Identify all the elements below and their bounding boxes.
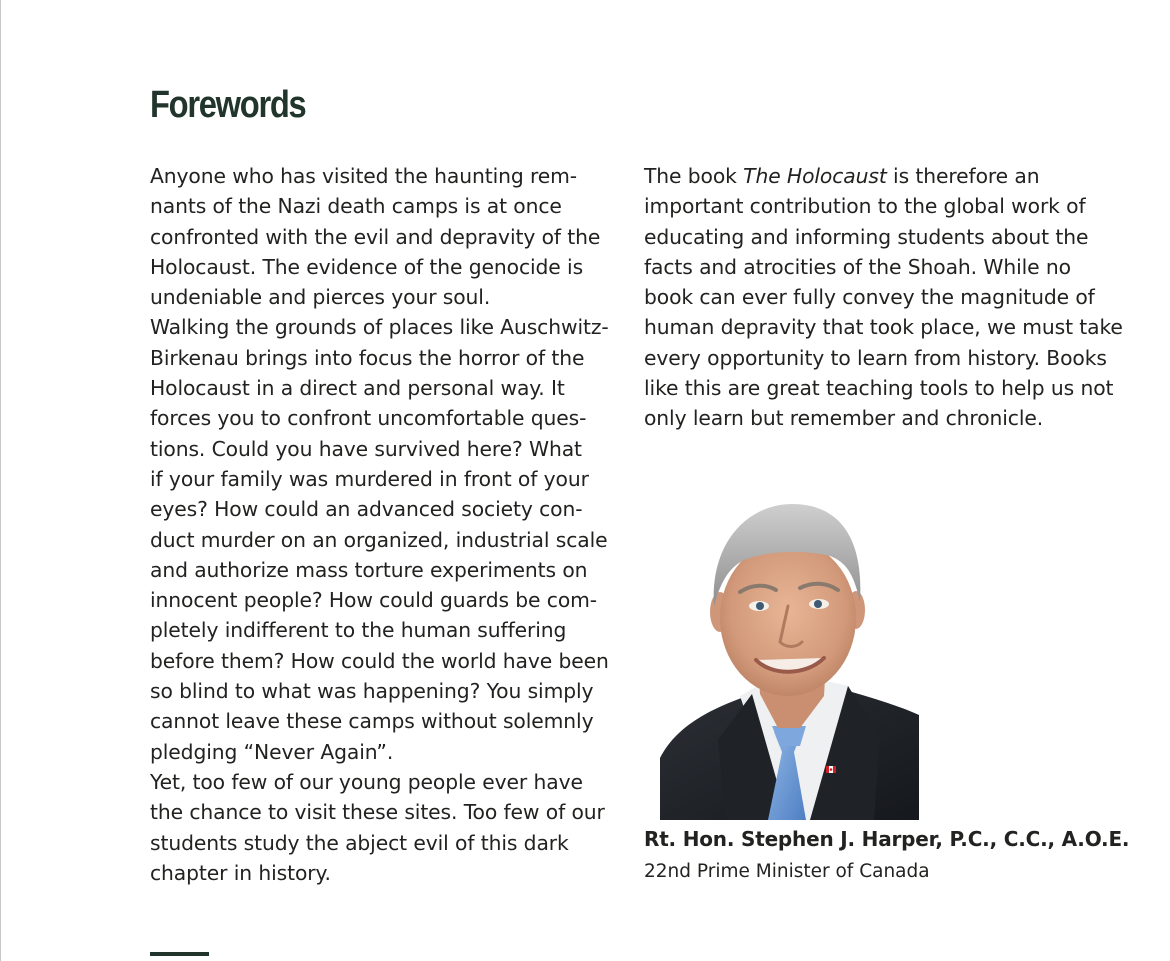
- text-line: facts and atrocities of the Shoah. While no: [644, 254, 1071, 279]
- paragraph-2: [150, 312, 609, 766]
- signatory-role: 22nd Prime Minister of Canada: [644, 861, 930, 882]
- text-line: cannot leave these camps without solemnly: [150, 709, 594, 734]
- text-line: innocent people? How could guards be com-: [150, 588, 598, 613]
- text-line-first: [644, 161, 1106, 191]
- text-line: students study the abject evil of this dark: [150, 830, 569, 855]
- foreword-left-column: [150, 161, 609, 888]
- text-line: Yet, too few of our young people ever have: [150, 769, 583, 794]
- text-line: Birkenau brings into focus the horror of the: [150, 345, 585, 370]
- text-line: only learn but remember and chronicle.: [644, 406, 1044, 431]
- paragraph-3: [150, 767, 605, 888]
- text-line: Holocaust in a direct and personal way. It: [150, 376, 565, 401]
- text-line: human depravity that took place, we must take: [644, 315, 1123, 340]
- text-line: before them? How could the world have been: [150, 648, 609, 673]
- portrait-photo: [660, 500, 919, 820]
- text-line: Holocaust. The evidence of the genocide is: [150, 254, 584, 279]
- text-fragment: is therefore an: [886, 164, 1040, 188]
- page-title: Forewords: [150, 84, 306, 126]
- text-line: forces you to confront uncomfortable ques-: [150, 406, 587, 431]
- text-line: pletely indifferent to the human suffering: [150, 618, 567, 643]
- text-line: duct murder on an organized, industrial scale: [150, 527, 608, 552]
- text-line: Anyone who has visited the haunting rem-: [150, 164, 578, 188]
- text-line: undeniable and pierces your soul.: [150, 285, 491, 310]
- text-line: every opportunity to learn from history. Books: [644, 345, 1107, 370]
- text-line: so blind to what was happening? You simply: [150, 679, 594, 704]
- text-line: book can ever fully convey the magnitude of: [644, 285, 1095, 310]
- page-edge-rule: [0, 0, 1, 961]
- text-line: if your family was murdered in front of your: [150, 466, 589, 491]
- signatory-name: Rt. Hon. Stephen J. Harper, P.C., C.C., A.O.E.: [644, 827, 1130, 851]
- text-line: eyes? How could an advanced society con-: [150, 497, 583, 522]
- foreword-right-column: [644, 161, 1123, 434]
- footer-accent-rule: [150, 952, 209, 956]
- text-line: and authorize mass torture experiments on: [150, 557, 588, 582]
- text-line: tions. Could you have survived here? What: [150, 436, 582, 461]
- paragraph-4: [644, 161, 1123, 434]
- text-line: educating and informing students about the: [644, 224, 1089, 249]
- text-line: the chance to visit these sites. Too few of our: [150, 800, 605, 825]
- text-line: like this are great teaching tools to help us not: [644, 376, 1114, 401]
- book-title: The Holocaust: [743, 164, 887, 188]
- text-fragment: The book: [644, 164, 744, 188]
- text-line: nants of the Nazi death camps is at once: [150, 194, 562, 219]
- text-line: important contribution to the global work of: [644, 194, 1086, 219]
- paragraph-1: [150, 161, 602, 312]
- text-line: chapter in history.: [150, 860, 331, 885]
- text-line: pledging “Never Again”.: [150, 739, 394, 764]
- text-line: confronted with the evil and depravity of the: [150, 224, 601, 249]
- text-line: Walking the grounds of places like Auschwitz-: [150, 315, 609, 340]
